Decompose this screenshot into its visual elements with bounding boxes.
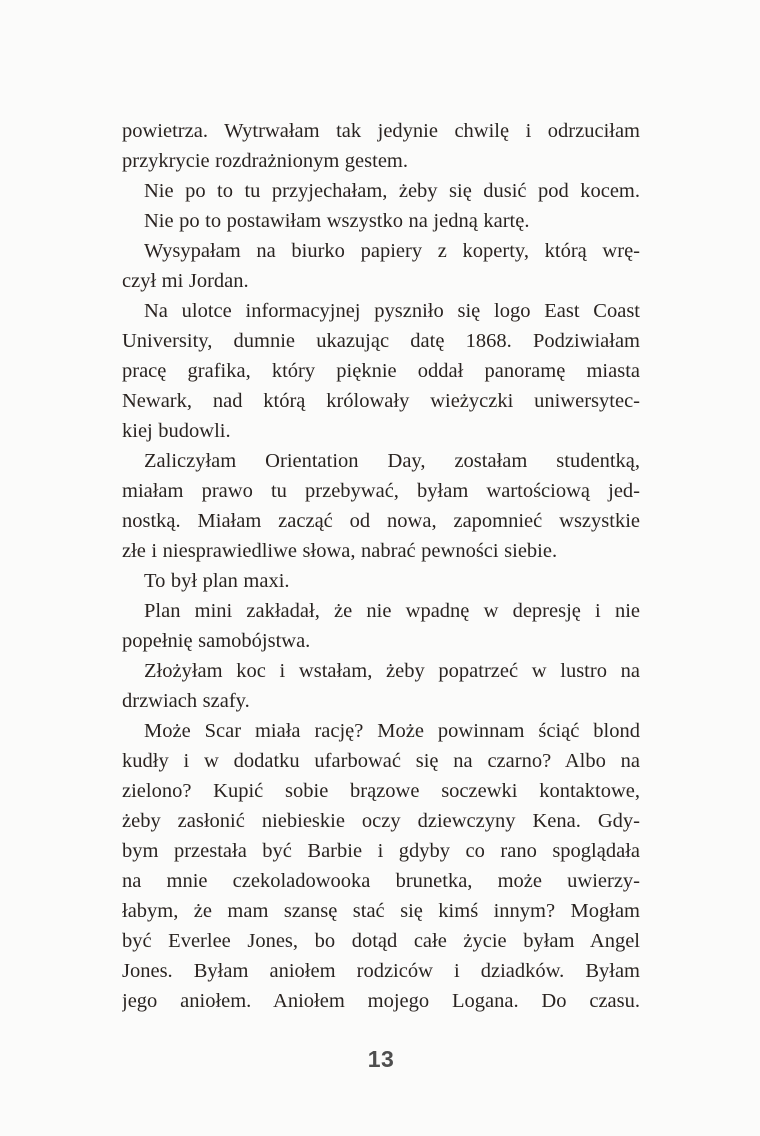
- text-line: pracę grafika, który pięknie oddał panoramę miasta: [122, 360, 640, 382]
- text-line: złe i niesprawiedliwe słowa, nabrać pewności siebie.: [122, 540, 558, 562]
- text-line: kiej budowli.: [122, 420, 231, 442]
- text-line: Nie po to postawiłam wszystko na jedną kartę.: [144, 210, 530, 232]
- text-line: jego aniołem. Aniołem mojego Logana. Do czasu.: [122, 990, 640, 1012]
- text-line: Jones. Byłam aniołem rodziców i dziadków. Byłam: [122, 960, 640, 982]
- text-line: Nie po to tu przyjechałam, żeby się dusić pod kocem.: [144, 180, 640, 202]
- text-line: przykrycie rozdrażnionym gestem.: [122, 150, 408, 172]
- text-line: Złożyłam koc i wstałam, żeby popatrzeć w lustro na: [144, 660, 640, 682]
- text-line: zielono? Kupić sobie brązowe soczewki kontaktowe,: [122, 780, 640, 802]
- text-line: To był plan maxi.: [144, 570, 290, 592]
- text-line: powietrza. Wytrwałam tak jedynie chwilę i odrzuciłam: [122, 120, 640, 142]
- text-line: łabym, że mam szansę stać się kimś innym? Mogłam: [122, 900, 640, 922]
- text-line: Plan mini zakładał, że nie wpadnę w depresję i nie: [144, 600, 640, 622]
- text-line: popełnię samobójstwa.: [122, 630, 311, 652]
- text-line: na mnie czekoladowooka brunetka, może uwierzy-: [122, 870, 640, 892]
- text-line: Na ulotce informacyjnej pyszniło się logo East Coast: [144, 300, 640, 322]
- text-line: czył mi Jordan.: [122, 270, 249, 292]
- text-line: nostką. Miałam zacząć od nowa, zapomnieć wszystkie: [122, 510, 640, 532]
- text-line: University, dumnie ukazując datę 1868. Podziwiałam: [122, 330, 640, 352]
- text-line: bym przestała być Barbie i gdyby co rano spoglądała: [122, 840, 640, 862]
- text-line: miałam prawo tu przebywać, byłam wartościową jed-: [122, 480, 640, 502]
- text-line: Wysypałam na biurko papiery z koperty, którą wrę-: [144, 240, 640, 262]
- page-number: 13: [367, 1046, 395, 1072]
- text-block: [122, 116, 640, 1016]
- text-line: drzwiach szafy.: [122, 690, 250, 712]
- text-line: żeby zasłonić niebieskie oczy dziewczyny Kena. Gdy-: [122, 810, 640, 832]
- text-line: Może Scar miała rację? Może powinnam ściąć blond: [144, 720, 640, 742]
- text-line: Zaliczyłam Orientation Day, zostałam studentką,: [144, 450, 640, 472]
- text-line: być Everlee Jones, bo dotąd całe życie byłam Angel: [122, 930, 640, 952]
- text-line: kudły i w dodatku ufarbować się na czarno? Albo na: [122, 750, 640, 772]
- text-line: Newark, nad którą królowały wieżyczki uniwersytec-: [122, 390, 640, 412]
